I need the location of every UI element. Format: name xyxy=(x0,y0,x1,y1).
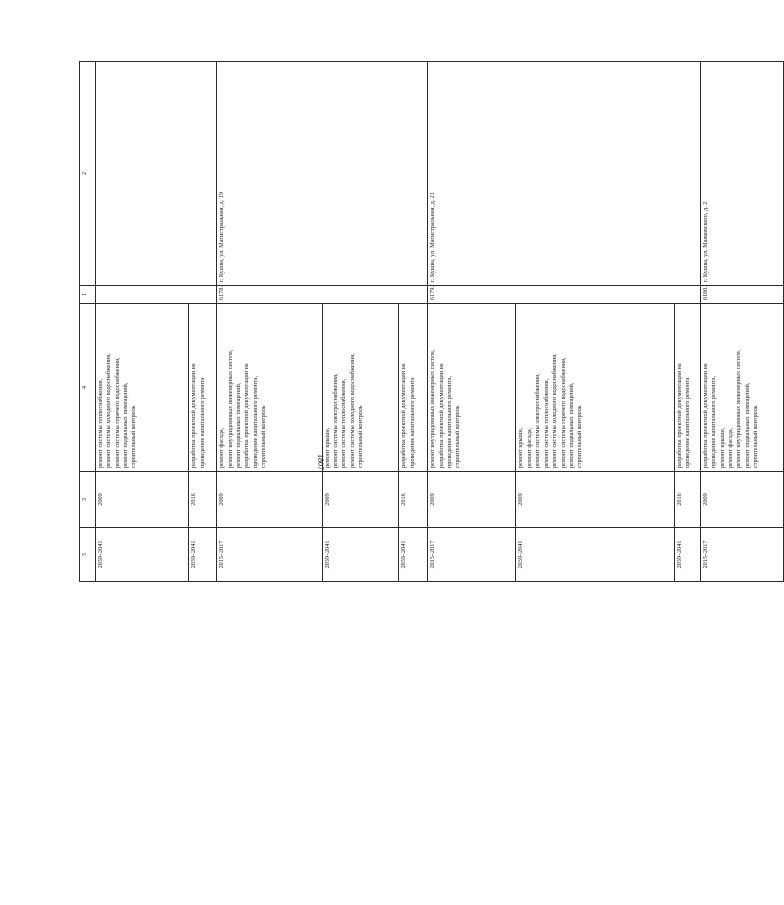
work-line: строительный контроль xyxy=(357,405,365,468)
cell-year: 2016 xyxy=(189,472,217,528)
work-line: разработка проектной документации на xyxy=(675,363,683,468)
cell-address: г. Кушва, ул. Маяковского, д. 2 xyxy=(700,62,783,286)
work-line: ремонт системы теплоснабжения, xyxy=(542,378,550,468)
work-line: проведение капитального ремонта xyxy=(408,377,416,468)
work-line: ремонт системы горячего водоснабжения, xyxy=(559,357,567,468)
table-row xyxy=(95,62,189,582)
cell-address xyxy=(95,62,216,286)
work-line: ремонт системы теплоснабжения, xyxy=(340,378,348,468)
cell-year: 2009 xyxy=(95,472,189,528)
cell-entry-number xyxy=(95,286,216,304)
cell-works xyxy=(516,304,674,472)
cell-year: 2016 xyxy=(399,472,428,528)
work-line: строительный контроль xyxy=(260,405,268,468)
work-line: строительный контроль xyxy=(130,405,138,468)
work-line: ремонт крыши, xyxy=(323,427,331,468)
work-line: ремонт системы холодного водоснабжения, xyxy=(348,353,356,468)
work-line: ремонт системы теплоснабжения, xyxy=(96,378,104,468)
cell-works xyxy=(95,304,189,472)
cell-works xyxy=(189,304,217,472)
work-line: ремонт подвальных помещений, xyxy=(567,382,575,468)
cell-period: 2039–2041 xyxy=(95,528,189,582)
work-line: проведение капитального ремонта xyxy=(198,377,206,468)
cell-works xyxy=(700,304,783,472)
cell-period: 2015–2017 xyxy=(700,528,783,582)
work-line: строительный контроль xyxy=(454,405,462,468)
work-line: ремонт крыши, xyxy=(718,427,726,468)
cell-period: 2015–2017 xyxy=(428,528,516,582)
work-line: ремонт системы холодного водоснабжения, xyxy=(105,353,113,468)
work-line: разработка проектной документации на xyxy=(190,363,198,468)
work-line: ремонт внутридомовых инженерных систем, xyxy=(226,349,234,468)
work-line: ремонт крыши, xyxy=(517,427,525,468)
work-line: разработка проектной документации на xyxy=(243,363,251,468)
work-line: ремонт системы электроснабжения, xyxy=(534,373,542,468)
cell-year: 2009 xyxy=(428,472,516,528)
cell-period: 2039–2041 xyxy=(189,528,217,582)
cell-period: 2039–2041 xyxy=(674,528,700,582)
work-line: ремонт внутридомовых инженерных систем, xyxy=(429,349,437,468)
work-line: ремонт фасада, xyxy=(727,427,735,468)
cell-period: 2015–2017 xyxy=(217,528,323,582)
cell-works xyxy=(674,304,700,472)
cell-works xyxy=(217,304,323,472)
work-line: строительный контроль xyxy=(576,405,584,468)
work-line: ремонт системы электроснабжения, xyxy=(332,373,340,468)
cell-year: 2009 xyxy=(217,472,323,528)
page-number: 1807 xyxy=(316,454,325,470)
table-body xyxy=(80,62,784,582)
capital-repair-table xyxy=(79,61,784,582)
cell-entry-number: 6179. xyxy=(428,286,701,304)
work-line: строительный контроль xyxy=(752,405,760,468)
work-line: ремонт фасада, xyxy=(525,427,533,468)
work-line: ремонт подвальных помещений, xyxy=(234,382,242,468)
table-row xyxy=(428,62,516,582)
col-header-year: 3 xyxy=(80,472,96,528)
table-row xyxy=(217,62,323,582)
cell-works xyxy=(399,304,428,472)
cell-entry-number: 6180. xyxy=(700,286,783,304)
work-line: разработка проектной документации на xyxy=(701,363,709,468)
rotated-table-wrapper xyxy=(79,62,784,582)
cell-address: г. Кушва, ул. Магистральная, д. 19 xyxy=(217,62,428,286)
work-line: ремонт системы холодного водоснабжения, xyxy=(551,353,559,468)
work-line: разработка проектной документации на xyxy=(437,363,445,468)
cell-year: 2009 xyxy=(700,472,783,528)
cell-period: 2039–2041 xyxy=(516,528,674,582)
col-header-works: 4 xyxy=(80,304,96,472)
work-line: проведение капитального ремонта xyxy=(684,377,692,468)
column-number-row xyxy=(80,62,96,582)
cell-year: 2016 xyxy=(674,472,700,528)
cell-entry-number: 6178. xyxy=(217,286,428,304)
table-row xyxy=(700,62,783,582)
cell-year: 2009 xyxy=(322,472,398,528)
col-header-number: 1 xyxy=(80,286,96,304)
work-line: проведение капитального ремонта, xyxy=(710,375,718,468)
work-line: ремонт подвальных помещений, xyxy=(743,382,751,468)
work-line: разработка проектной документации на xyxy=(400,363,408,468)
work-line: проведение капитального ремонта, xyxy=(445,375,453,468)
col-header-address: 2 xyxy=(80,62,96,286)
work-line: ремонт внутридомовых инженерных систем, xyxy=(735,349,743,468)
cell-works xyxy=(428,304,516,472)
work-line: проведение капитального ремонта, xyxy=(251,375,259,468)
cell-year: 2009 xyxy=(516,472,674,528)
cell-address: г. Кушва, ул. Магистральная, д. 21 xyxy=(428,62,701,286)
cell-period: 2039–2041 xyxy=(399,528,428,582)
work-line: ремонт фасада, xyxy=(218,427,226,468)
cell-works xyxy=(322,304,398,472)
col-header-period: 5 xyxy=(80,528,96,582)
cell-period: 2039–2041 xyxy=(322,528,398,582)
work-line: ремонт системы горячего водоснабжения, xyxy=(113,357,121,468)
work-line: ремонт подвальных помещений, xyxy=(122,382,130,468)
